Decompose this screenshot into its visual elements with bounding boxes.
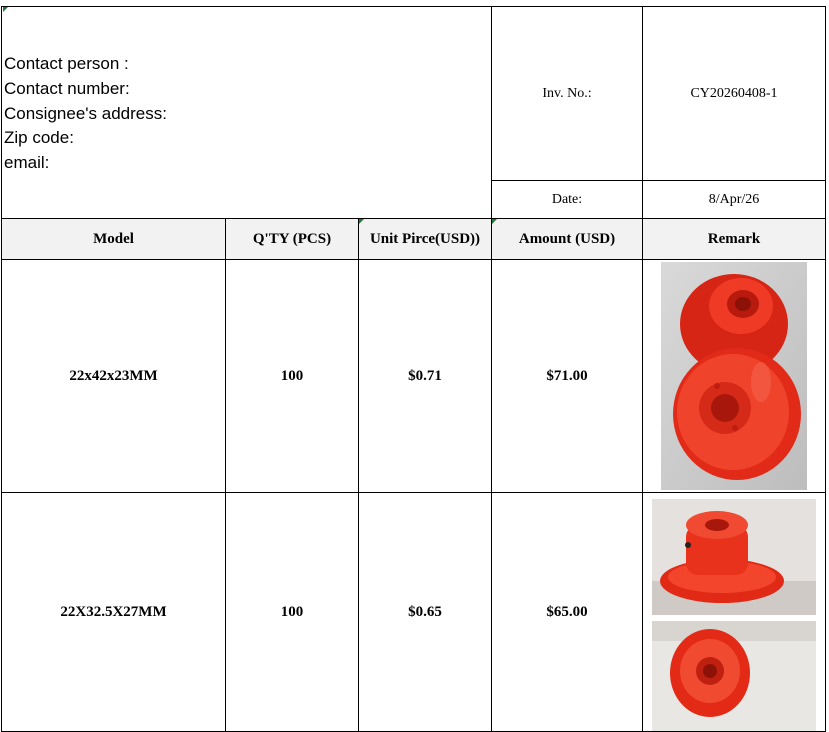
inv-no-value: CY20260408-1 (642, 6, 826, 181)
header-model: Model (1, 218, 226, 260)
row1-amount: $71.00 (491, 259, 643, 493)
red-suction-cup-photo (661, 262, 807, 490)
row2-unit-price: $0.65 (358, 492, 492, 732)
date-value: 8/Apr/26 (642, 180, 826, 219)
row2-qty: 100 (225, 492, 359, 732)
row1-model: 22x42x23MM (1, 259, 226, 493)
header-remark: Remark (642, 218, 826, 260)
row1-qty: 100 (225, 259, 359, 493)
email-label: email: (4, 153, 50, 173)
consignee-address-label: Consignee's address: (4, 103, 167, 123)
header-qty: Q'TY (PCS) (225, 218, 359, 260)
comment-marker (359, 219, 364, 224)
contact-info (4, 52, 167, 176)
row1-remark (642, 259, 826, 493)
red-bellows-suction-cup-photos (652, 499, 816, 731)
inv-no-label: Inv. No.: (491, 6, 643, 181)
row2-remark (642, 492, 826, 732)
contact-number-label: Contact number: (4, 78, 130, 98)
zip-code-label: Zip code: (4, 128, 74, 148)
contact-person-label: Contact person : (4, 54, 129, 73)
comment-marker (3, 7, 8, 12)
row1-unit-price: $0.71 (358, 259, 492, 493)
date-label: Date: (491, 180, 643, 219)
row2-amount: $65.00 (491, 492, 643, 732)
header-unit-price: Unit Pirce(USD)) (358, 218, 492, 260)
comment-marker (492, 219, 497, 224)
header-amount: Amount (USD) (491, 218, 643, 260)
row2-model: 22X32.5X27MM (1, 492, 226, 732)
